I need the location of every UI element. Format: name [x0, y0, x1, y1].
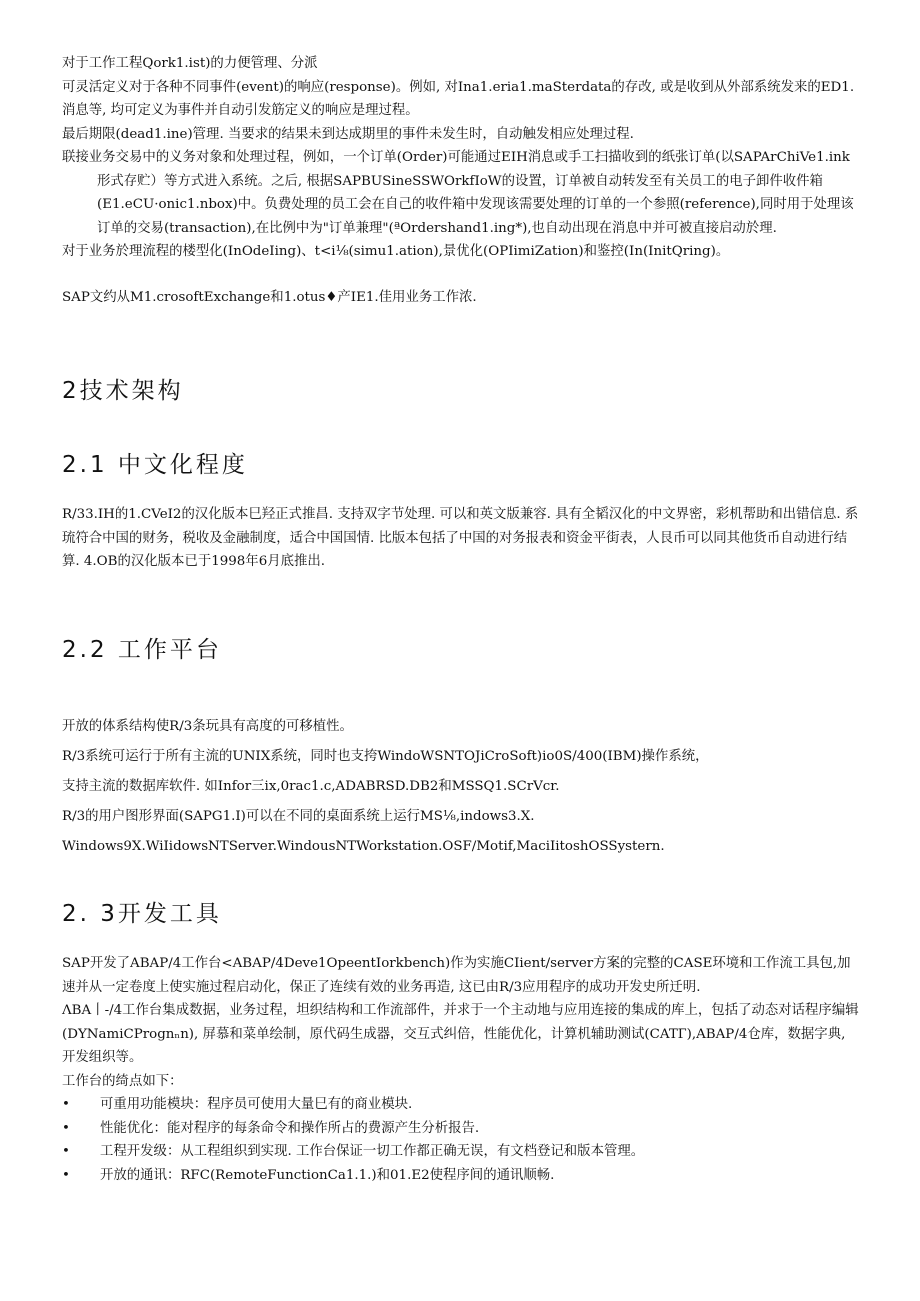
intro-line-3: 最后期限(dead1.ine)管理. 当要求的结果未到达成期里的事件未发生时，自动触发相应处理过程. — [62, 126, 634, 142]
list-item-text: 工程开发级：从工程组织到实现. 工作台保证一切工作都正确无误，有文档登记和版本管理。 — [100, 1144, 645, 1159]
bullet-icon: • — [62, 1144, 70, 1159]
bullet-icon: • — [62, 1097, 70, 1112]
intro-line-4: 联接业务交易中的义务对象和处理过程，例如，一个订单(Order)可能通过EIH消息或手工扫描收到的纸张订单(以SAPArChiVe1.ink形式存贮）等方式进入系统。之后, 根据SAPBUSineSSWOrkfIoW的设置，订单被自动转发至有关员工的电子卸件收件箱(E1.eCU·onic1.nbox)中。负费处理的员工会在自己的收件箱中发现该需要处理的订单的一个参照(reference),同时用于处理该订单的交易(transaction),在比例中为"订单兼理"(ªOrdershand1.ing*),也自动出现在消息中并可被直接启动於理. — [62, 150, 854, 236]
section-2-1-heading: 2.1 中文化程度 — [62, 452, 248, 478]
list-item-text: 性能优化：能对程序的每条命令和操作所占的费源产生分析报告. — [100, 1120, 480, 1136]
bullet-icon: • — [62, 1167, 70, 1183]
intro-block — [62, 52, 862, 309]
section-2-1-body — [62, 503, 862, 574]
intro-line-1: 对于工作工程Qork1.ist)的力便管理、分派 — [62, 56, 318, 71]
section-2-2-heading: 2.2 工作平台 — [62, 637, 222, 663]
section-2-1-paragraph: R∕33.IH的1.CVeI2的汉化版本巳羟正式推昌. 支持双字节处理. 可以和英文版兼容. 具有全韬汉化的中文界密，彩机帮助和出错信息. 系琉符合中国的财务，税收及金融制度，适合中国国情. 比版本包括了中国的对务报表和资金平街表，人艮币可以同其他货币自动进行结算. 4.OB的汉化版本已于1998年6月底推出. — [62, 507, 859, 569]
list-item — [62, 1164, 862, 1188]
list-item-text: 开放的通讯：RFC(RemoteFunctionCa1.1.)和01.E2使程序间的通讯顺畅. — [100, 1167, 555, 1183]
section-2-3-body — [62, 952, 862, 1187]
intro-line-6: SAP文约从M1.crosoftExchange和1.otus♦产IE1.佳用业务工作浓. — [62, 289, 477, 305]
bullet-icon: • — [62, 1120, 70, 1136]
list-item — [62, 1140, 862, 1164]
section-2-2-body — [62, 712, 862, 862]
section-2-2-line-3: 支持主流的数据库软件. 如Infor三ix,0rac1.c,ADABRSD.DB2和MSSQ1.SCrVcr. — [62, 779, 560, 794]
intro-line-5: 对于业务於理流程的楼型化(InOdeIing)、t<i⅛(simu1.ation),景优化(OPIimiZation)和鉴控(In(InitQring)。 — [62, 244, 730, 259]
section-2-3-paragraph-1: SAP开发了ABAP/4工作台<ABAP∕4Deve1OpeentIorkbench)作为实施CIient/server方案的完整的CASE环境和工作流工具包,加速并从一定卷度上使实施过程启动化，保正了连续有效的业务再造, 这已由R/3应用程序的成功开发史所迁明. — [62, 956, 851, 995]
feature-list — [62, 1093, 862, 1187]
list-item — [62, 1093, 862, 1117]
section-2-3-paragraph-3: 工作台的绮点如下： — [62, 1073, 183, 1089]
section-2-2-line-5: Windows9X.WiIidowsNTServer.WindousNTWorkstation.OSF/Motif,MaciIitoshOSSystern. — [62, 839, 665, 854]
intro-line-2: 可灵活定义对于各种不同事件(event)的响应(response)。例如, 对Ina1.eria1.maSterdata的存改, 或是收到从外部系统发来的ED1.消息等, 均可定义为事件并自动引发筋定义的响应是理过程。 — [62, 79, 855, 118]
list-item-text: 可重用功能模块：程序员可使用大量巳有的商业模块. — [100, 1097, 413, 1112]
section-2-2-line-2: R/3系统可运行于所有主流的UNIX系统，同时也支挎WindoWSNTOJiCroSoft)io0S∕400(IBM)操作系统， — [62, 749, 709, 764]
section-2-3-heading: 2. 3开发工具 — [62, 901, 222, 927]
section-2-2-line-1: 开放的体系结构使R/3条玩具有高度的可移植性。 — [62, 719, 353, 734]
section-2-3-paragraph-2: ΛBA丨-∕4工作台集成数据，业务过程，坦织结构和工作流部件，并求于一个主动地与应用连接的集成的库上，包括了动态对话程序编辑(DYNamiCPrognₙn), 屏慕和菜单绘制，原代码生成器，交互式纠倍，性能优化，计算机辅助测试(CATГ),ABAP/4仓库，数据字典, 开发组织等。 — [62, 1003, 859, 1065]
section-2-heading: 2技术架构 — [62, 378, 184, 404]
list-item — [62, 1117, 862, 1141]
section-2-2-line-4: R/3的用户图形界面(SAPG1.I)可以在不同的桌面系统上运行MS⅛,indows3.X. — [62, 809, 535, 824]
